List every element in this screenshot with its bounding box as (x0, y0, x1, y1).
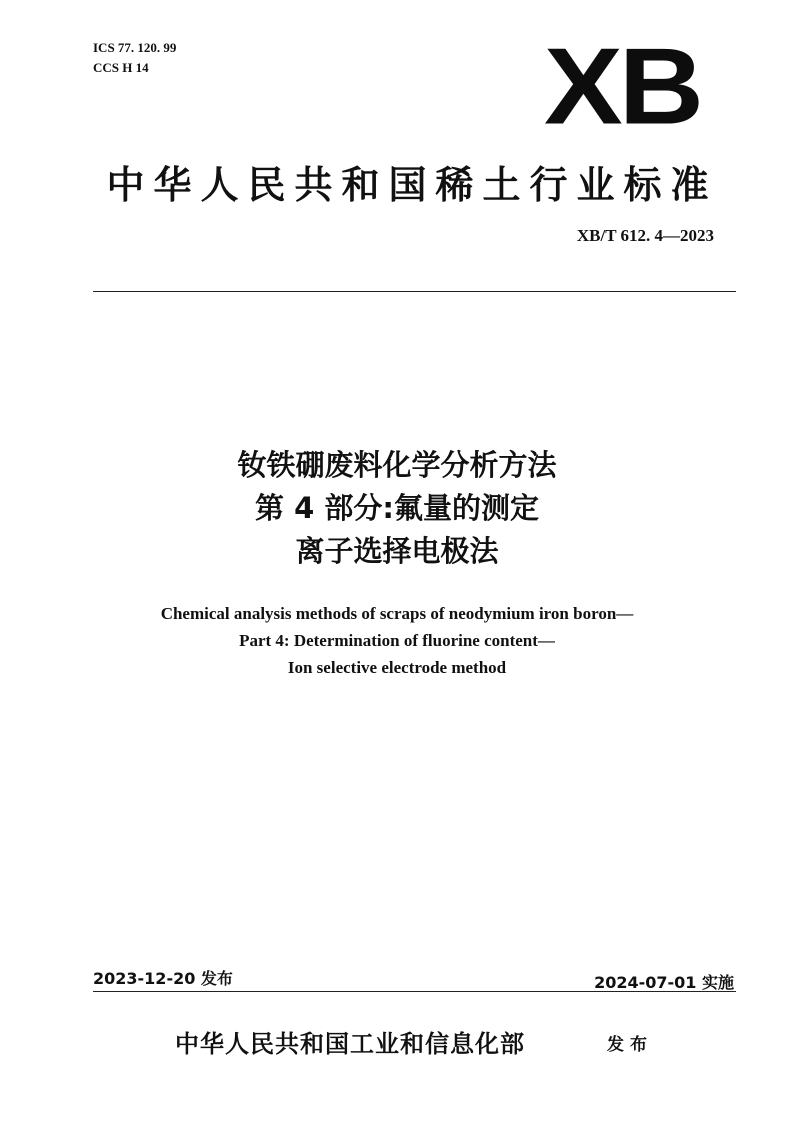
issue-label: 发布 (607, 1035, 653, 1055)
bottom-divider (93, 991, 736, 992)
issue-date: 2023-12-20 发布 (93, 969, 233, 988)
classification-codes (93, 38, 176, 78)
ccs-code: CCS H 14 (93, 60, 149, 75)
chinese-title (0, 444, 794, 573)
chinese-title-line-2: 第 4 部分:氟量的测定 (255, 491, 539, 525)
english-title-line-2: Part 4: Determination of fluorine content— (239, 631, 555, 650)
chinese-title-line-3: 离子选择电极法 (295, 534, 499, 568)
ics-code: ICS 77. 120. 99 (93, 40, 177, 55)
standard-number: XB/T 612. 4—2023 (576, 226, 714, 245)
top-divider (93, 291, 736, 292)
standard-category-title: 中华人民共和国稀土行业标准 (106, 163, 718, 207)
english-title-line-1: Chemical analysis methods of scraps of neodymium iron boron— (160, 604, 634, 623)
issuing-authority: 中华人民共和国工业和信息化部 (175, 1029, 525, 1058)
chinese-title-line-1: 钕铁硼废料化学分析方法 (237, 448, 557, 482)
implementation-date: 2024-07-01 实施 (594, 973, 734, 992)
xb-logo: XB (544, 25, 700, 148)
english-title (0, 600, 794, 681)
english-title-line-3: Ion selective electrode method (287, 658, 507, 677)
